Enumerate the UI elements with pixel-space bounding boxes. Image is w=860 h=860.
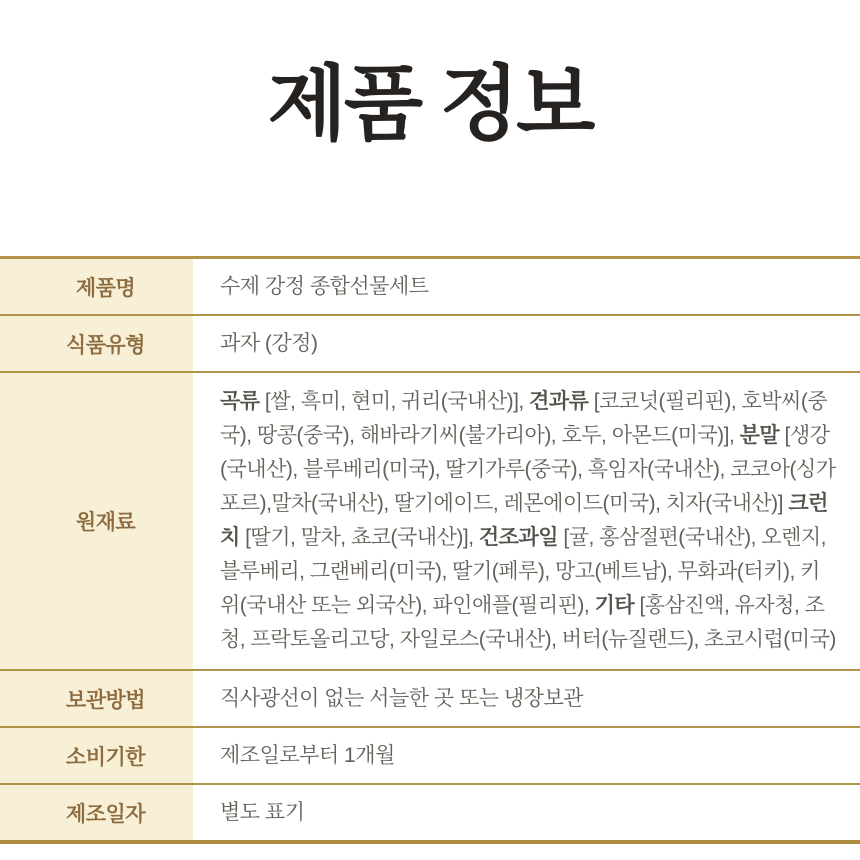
ingredients-rich-text: 곡류 [쌀, 흑미, 현미, 귀리(국내산)], 견과류 [코코넛(필리핀), 호박씨(중국), 땅콩(중국), 해바라기씨(불가리아), 호두, 아몬드(미국)], 분말 [생강(국내산), 블루베리(미국), 딸기가루(중국), 흑임자(국내산), 코코아(싱가포르),말차(국내산), 딸기에이드, 레몬에이드(미국), 치자(국내산)] 크런치 [딸기, 말차, 쵸코(국내산)], 건조과일 [귤, 홍삼절편(국내산), 오렌지, 블루베리, 그랜베리(미국), 딸기(페루), 망고(베트남), 무화과(터키), 키위(국내산 또는 외국산), 파인애플(필리핀), 기타 [홍삼진액, 유자청, 조청, 프락토올리고당, 자일로스(국내산), 버터(뉴질랜드), 초코시럽(미국): [220, 390, 836, 652]
table-row-storage-method: [0, 671, 860, 728]
table-row-manufacture-date: [0, 785, 860, 840]
row-value: 수제 강정 종합선물세트: [220, 274, 429, 298]
row-label: 보관방법: [0, 671, 193, 726]
table-row-ingredients: [0, 373, 860, 671]
page-title: 제품 정보: [267, 59, 593, 150]
row-label: 소비기한: [0, 728, 193, 783]
product-info-table: [0, 256, 860, 844]
table-row-consume-by: [0, 728, 860, 785]
row-value: 별도 표기: [220, 800, 305, 824]
table-row-product-name: [0, 259, 860, 316]
row-value: 직사광선이 없는 서늘한 곳 또는 냉장보관: [220, 686, 584, 710]
row-value: [193, 373, 860, 669]
row-label: 원재료: [0, 373, 193, 669]
row-value: 과자 (강정): [220, 331, 318, 355]
row-label: 제조일자: [0, 785, 193, 840]
row-label: 식품유형: [0, 316, 193, 371]
table-row-food-type: [0, 316, 860, 373]
row-label: 제품명: [0, 259, 193, 314]
row-value: 제조일로부터 1개월: [220, 743, 395, 767]
